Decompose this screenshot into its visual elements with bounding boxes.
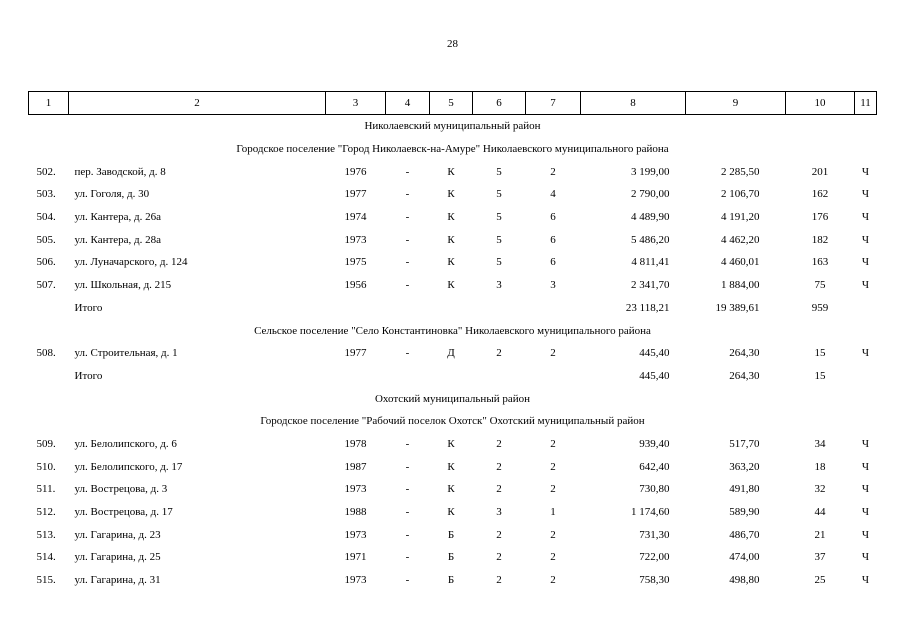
address: ул. Луначарского, д. 124 <box>74 256 188 269</box>
row-number: 509. <box>36 437 56 450</box>
total-area: 722,00 <box>639 551 670 564</box>
category: Ч <box>861 506 870 519</box>
living-area: 19 389,61 <box>715 301 760 314</box>
total-area: 4 811,41 <box>631 256 670 269</box>
category: Ч <box>861 528 870 541</box>
residents: 25 <box>814 574 826 587</box>
residents: 176 <box>811 211 829 224</box>
row-number: 508. <box>36 347 56 360</box>
wall-material: К <box>447 460 455 473</box>
build-year: 1977 <box>344 347 367 360</box>
floors: 3 <box>496 279 502 292</box>
wall-material: К <box>447 506 455 519</box>
total-area: 730,80 <box>639 483 670 496</box>
living-area: 589,90 <box>729 506 760 519</box>
col-4: - <box>405 347 410 360</box>
column-header: 6 <box>473 92 526 115</box>
living-area: 1 884,00 <box>721 279 760 292</box>
empty-cell <box>386 297 430 320</box>
build-year: 1956 <box>344 279 367 292</box>
wall-material: К <box>447 233 455 246</box>
address: ул. Белолипского, д. 6 <box>74 437 177 450</box>
wall-material: К <box>447 188 455 201</box>
total-area: 1 174,60 <box>631 506 670 519</box>
row-number: 506. <box>36 256 56 269</box>
category: Ч <box>861 256 870 269</box>
total-area: 445,40 <box>639 369 670 382</box>
table-row <box>29 501 877 524</box>
row-number: 503. <box>36 188 56 201</box>
wall-material: К <box>447 256 455 269</box>
total-area: 5 486,20 <box>631 233 670 246</box>
category: Ч <box>861 188 870 201</box>
col-4: - <box>405 211 410 224</box>
row-number: 515. <box>36 574 56 587</box>
table-row <box>29 274 877 297</box>
build-year: 1976 <box>344 165 367 178</box>
total-area: 939,40 <box>639 437 670 450</box>
entrances: 2 <box>550 551 556 564</box>
address: ул. Гоголя, д. 30 <box>74 188 150 201</box>
row-number: 512. <box>36 506 56 519</box>
empty-cell <box>29 297 69 320</box>
total-area: 23 118,21 <box>625 301 670 314</box>
column-header: 9 <box>686 92 786 115</box>
residents: 15 <box>814 347 826 360</box>
column-header: 4 <box>386 92 430 115</box>
residents: 37 <box>814 551 826 564</box>
category: Ч <box>861 483 870 496</box>
entrances: 3 <box>550 279 556 292</box>
living-area: 4 191,20 <box>721 211 760 224</box>
empty-cell <box>386 365 430 388</box>
residents: 18 <box>814 460 826 473</box>
category: Ч <box>861 551 870 564</box>
col-4: - <box>405 437 410 450</box>
build-year: 1978 <box>344 437 367 450</box>
column-header: 2 <box>69 92 326 115</box>
column-header: 11 <box>855 92 877 115</box>
living-area: 363,20 <box>729 460 760 473</box>
table-row <box>29 342 877 365</box>
row-number: 505. <box>36 233 56 246</box>
empty-cell <box>29 365 69 388</box>
settlement-heading: Городское поселение "Город Николаевск-на-Амуре" Николаевского муниципального района <box>236 143 669 156</box>
col-4: - <box>405 165 410 178</box>
total-area: 4 489,90 <box>631 211 670 224</box>
residents: 44 <box>814 506 826 519</box>
floors: 2 <box>496 483 502 496</box>
entrances: 2 <box>550 483 556 496</box>
build-year: 1977 <box>344 188 367 201</box>
col-4: - <box>405 279 410 292</box>
residents: 182 <box>811 233 829 246</box>
row-number: 514. <box>36 551 56 564</box>
wall-material: К <box>447 211 455 224</box>
category: Ч <box>861 233 870 246</box>
table-row <box>29 433 877 456</box>
col-4: - <box>405 551 410 564</box>
row-number: 502. <box>36 165 56 178</box>
housing-table <box>28 91 877 591</box>
floors: 5 <box>496 165 502 178</box>
page-number: 28 <box>447 38 458 50</box>
col-4: - <box>405 188 410 201</box>
total-area: 2 790,00 <box>631 188 670 201</box>
total-label: Итого <box>74 369 103 382</box>
category: Ч <box>861 460 870 473</box>
table-row <box>29 183 877 206</box>
address: ул. Кантера, д. 26а <box>74 211 162 224</box>
table-row <box>29 546 877 569</box>
column-header: 7 <box>526 92 581 115</box>
row-number: 510. <box>36 460 56 473</box>
total-area: 758,30 <box>639 574 670 587</box>
residents: 32 <box>814 483 826 496</box>
table-body <box>29 115 877 592</box>
residents: 21 <box>814 528 826 541</box>
floors: 2 <box>496 347 502 360</box>
living-area: 498,80 <box>729 574 760 587</box>
wall-material: К <box>447 279 455 292</box>
living-area: 2 285,50 <box>721 165 760 178</box>
row-number: 511. <box>36 483 56 496</box>
table-row <box>29 523 877 546</box>
floors: 5 <box>496 188 502 201</box>
entrances: 4 <box>550 188 556 201</box>
col-4: - <box>405 506 410 519</box>
category: Ч <box>861 574 870 587</box>
living-area: 491,80 <box>729 483 760 496</box>
col-4: - <box>405 233 410 246</box>
build-year: 1973 <box>344 528 367 541</box>
residents: 75 <box>814 279 826 292</box>
living-area: 264,30 <box>729 369 760 382</box>
wall-material: К <box>447 165 455 178</box>
table-row <box>29 160 877 183</box>
total-area: 445,40 <box>639 347 670 360</box>
entrances: 2 <box>550 165 556 178</box>
empty-cell <box>855 297 877 320</box>
floors: 3 <box>496 506 502 519</box>
empty-cell <box>526 297 581 320</box>
address: ул. Гагарина, д. 23 <box>74 528 161 541</box>
living-area: 4 462,20 <box>721 233 760 246</box>
col-4: - <box>405 460 410 473</box>
category: Ч <box>861 347 870 360</box>
floors: 5 <box>496 233 502 246</box>
table-row <box>29 251 877 274</box>
row-number: 507. <box>36 279 56 292</box>
build-year: 1973 <box>344 483 367 496</box>
living-area: 2 106,70 <box>721 188 760 201</box>
floors: 2 <box>496 437 502 450</box>
residents: 201 <box>811 165 829 178</box>
build-year: 1988 <box>344 506 367 519</box>
floors: 2 <box>496 574 502 587</box>
settlement-heading-row <box>29 138 877 161</box>
settlement-heading: Сельское поселение "Село Константиновка" Николаевского муниципального района <box>254 324 651 337</box>
build-year: 1973 <box>344 574 367 587</box>
row-number: 513. <box>36 528 56 541</box>
address: ул. Гагарина, д. 31 <box>74 574 161 587</box>
floors: 5 <box>496 256 502 269</box>
residents: 162 <box>811 188 829 201</box>
living-area: 4 460,01 <box>721 256 760 269</box>
table-row <box>29 206 877 229</box>
entrances: 2 <box>550 528 556 541</box>
entrances: 2 <box>550 437 556 450</box>
column-header: 10 <box>786 92 855 115</box>
build-year: 1987 <box>344 460 367 473</box>
build-year: 1971 <box>344 551 367 564</box>
empty-cell <box>855 365 877 388</box>
residents: 163 <box>811 256 829 269</box>
wall-material: К <box>447 483 455 496</box>
empty-cell <box>430 297 473 320</box>
table-row <box>29 228 877 251</box>
empty-cell <box>326 297 386 320</box>
wall-material: Б <box>447 528 455 541</box>
total-row <box>29 297 877 320</box>
total-area: 731,30 <box>639 528 670 541</box>
total-area: 3 199,00 <box>631 165 670 178</box>
wall-material: Б <box>447 574 455 587</box>
table-row <box>29 569 877 592</box>
address: ул. Школьная, д. 215 <box>74 279 172 292</box>
category: Ч <box>861 437 870 450</box>
residents: 34 <box>814 437 826 450</box>
address: ул. Вострецова, д. 17 <box>74 506 173 519</box>
living-area: 264,30 <box>729 347 760 360</box>
total-label: Итого <box>74 301 103 314</box>
floors: 2 <box>496 460 502 473</box>
table-row <box>29 478 877 501</box>
living-area: 486,70 <box>729 528 760 541</box>
floors: 5 <box>496 211 502 224</box>
col-4: - <box>405 483 410 496</box>
column-header: 8 <box>581 92 686 115</box>
living-area: 517,70 <box>729 437 760 450</box>
address: ул. Белолипского, д. 17 <box>74 460 183 473</box>
entrances: 6 <box>550 211 556 224</box>
wall-material: Б <box>447 551 455 564</box>
col-4: - <box>405 528 410 541</box>
wall-material: К <box>447 437 455 450</box>
table-row <box>29 455 877 478</box>
floors: 2 <box>496 528 502 541</box>
empty-cell <box>473 365 526 388</box>
category: Ч <box>861 279 870 292</box>
settlement-heading-row <box>29 410 877 433</box>
residents: 959 <box>811 301 829 314</box>
district-heading-row <box>29 115 877 138</box>
settlement-heading-row <box>29 319 877 342</box>
total-row <box>29 365 877 388</box>
settlement-heading: Городское поселение "Рабочий поселок Охотск" Охотский муниципальный район <box>260 415 645 428</box>
category: Ч <box>861 211 870 224</box>
column-header: 3 <box>326 92 386 115</box>
empty-cell <box>526 365 581 388</box>
living-area: 474,00 <box>729 551 760 564</box>
col-4: - <box>405 574 410 587</box>
district-heading: Охотский муниципальный район <box>374 392 531 405</box>
build-year: 1974 <box>344 211 367 224</box>
district-heading-row <box>29 387 877 410</box>
entrances: 1 <box>550 506 556 519</box>
residents: 15 <box>814 369 826 382</box>
entrances: 2 <box>550 460 556 473</box>
column-header: 5 <box>430 92 473 115</box>
total-area: 2 341,70 <box>631 279 670 292</box>
address: ул. Строительная, д. 1 <box>74 347 178 360</box>
address: ул. Гагарина, д. 25 <box>74 551 161 564</box>
column-number-header-row <box>29 92 877 115</box>
wall-material: Д <box>447 347 455 360</box>
floors: 2 <box>496 551 502 564</box>
district-heading: Николаевский муниципальный район <box>364 120 541 133</box>
entrances: 2 <box>550 347 556 360</box>
address: пер. Заводской, д. 8 <box>74 165 166 178</box>
total-area: 642,40 <box>639 460 670 473</box>
address: ул. Кантера, д. 28а <box>74 233 162 246</box>
col-4: - <box>405 256 410 269</box>
entrances: 6 <box>550 256 556 269</box>
build-year: 1975 <box>344 256 367 269</box>
entrances: 2 <box>550 574 556 587</box>
empty-cell <box>473 297 526 320</box>
build-year: 1973 <box>344 233 367 246</box>
row-number: 504. <box>36 211 56 224</box>
address: ул. Вострецова, д. 3 <box>74 483 168 496</box>
category: Ч <box>861 165 870 178</box>
entrances: 6 <box>550 233 556 246</box>
empty-cell <box>326 365 386 388</box>
column-header: 1 <box>29 92 69 115</box>
empty-cell <box>430 365 473 388</box>
